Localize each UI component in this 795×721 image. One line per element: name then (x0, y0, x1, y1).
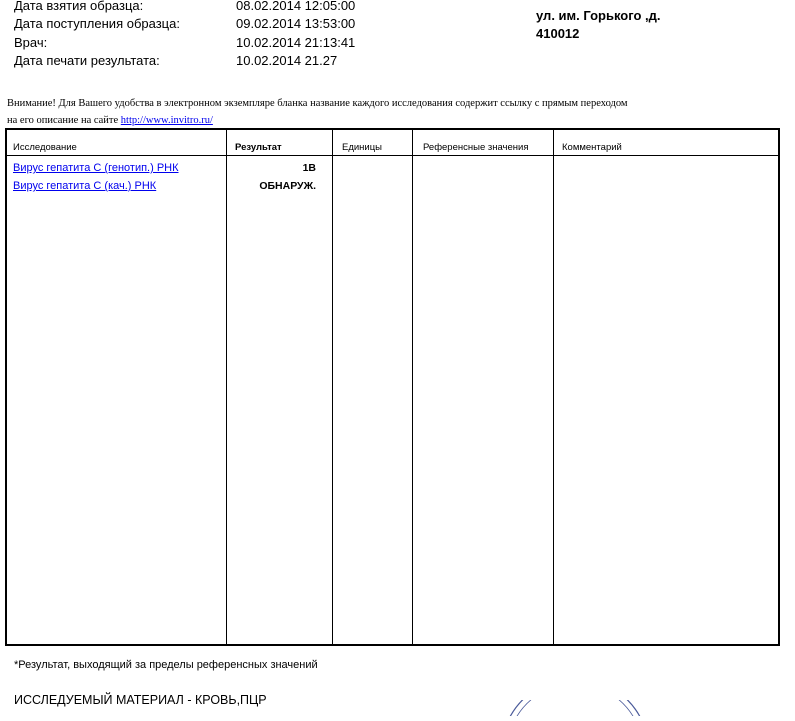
doctor-value: 10.02.2014 21:13:41 (236, 35, 356, 50)
notice-line-1: Внимание! Для Вашего удобства в электронном экземпляре бланка название каждого исследования содержит ссылку с прямым переходом (7, 98, 628, 109)
address-zip: 410012 (536, 26, 580, 41)
address-street: ул. им. Горького ,д. (536, 8, 661, 23)
header-divider (7, 155, 778, 156)
stamp-seal (500, 700, 650, 721)
column-divider (553, 130, 554, 644)
notice-line-2 (7, 114, 213, 127)
column-divider (226, 130, 227, 644)
invitro-link[interactable]: http://www.invitro.ru/ (120, 115, 213, 126)
result-cell (227, 180, 316, 196)
result-value-genotype: 1В (302, 162, 316, 174)
test-link-genotype[interactable]: Вирус гепатита С (генотип.) РНК (13, 162, 179, 174)
result-value-qualitative: ОБНАРУЖ. (259, 180, 316, 192)
column-divider (332, 130, 333, 644)
column-header-result: Результат (235, 142, 282, 153)
column-divider (412, 130, 413, 644)
sample-taken-value: 08.02.2014 12:05:00 (236, 0, 356, 13)
footnote: *Результат, выходящий за пределы референсных значений (14, 659, 318, 671)
print-date-label: Дата печати результата: (14, 53, 160, 68)
test-link-qualitative[interactable]: Вирус гепатита С (кач.) РНК (13, 180, 157, 192)
column-header-units: Единицы (342, 142, 383, 153)
print-date-value: 10.02.2014 21.27 (236, 53, 338, 68)
column-header-comment: Комментарий (562, 142, 622, 153)
doctor-label: Врач: (14, 35, 48, 50)
result-cell (227, 162, 316, 178)
results-table (5, 128, 780, 646)
sample-taken-label: Дата взятия образца: (14, 0, 144, 13)
column-header-reference: Референсные значения (423, 142, 529, 153)
notice-line-2-text: на его описание на сайте (7, 115, 121, 126)
sample-received-value: 09.02.2014 13:53:00 (236, 16, 356, 31)
material-label: ИССЛЕДУЕМЫЙ МАТЕРИАЛ - КРОВЬ,ПЦР (14, 693, 267, 707)
stamp-graphic (500, 700, 650, 716)
column-header-test: Исследование (13, 142, 77, 153)
sample-received-label: Дата поступления образца: (14, 16, 180, 31)
